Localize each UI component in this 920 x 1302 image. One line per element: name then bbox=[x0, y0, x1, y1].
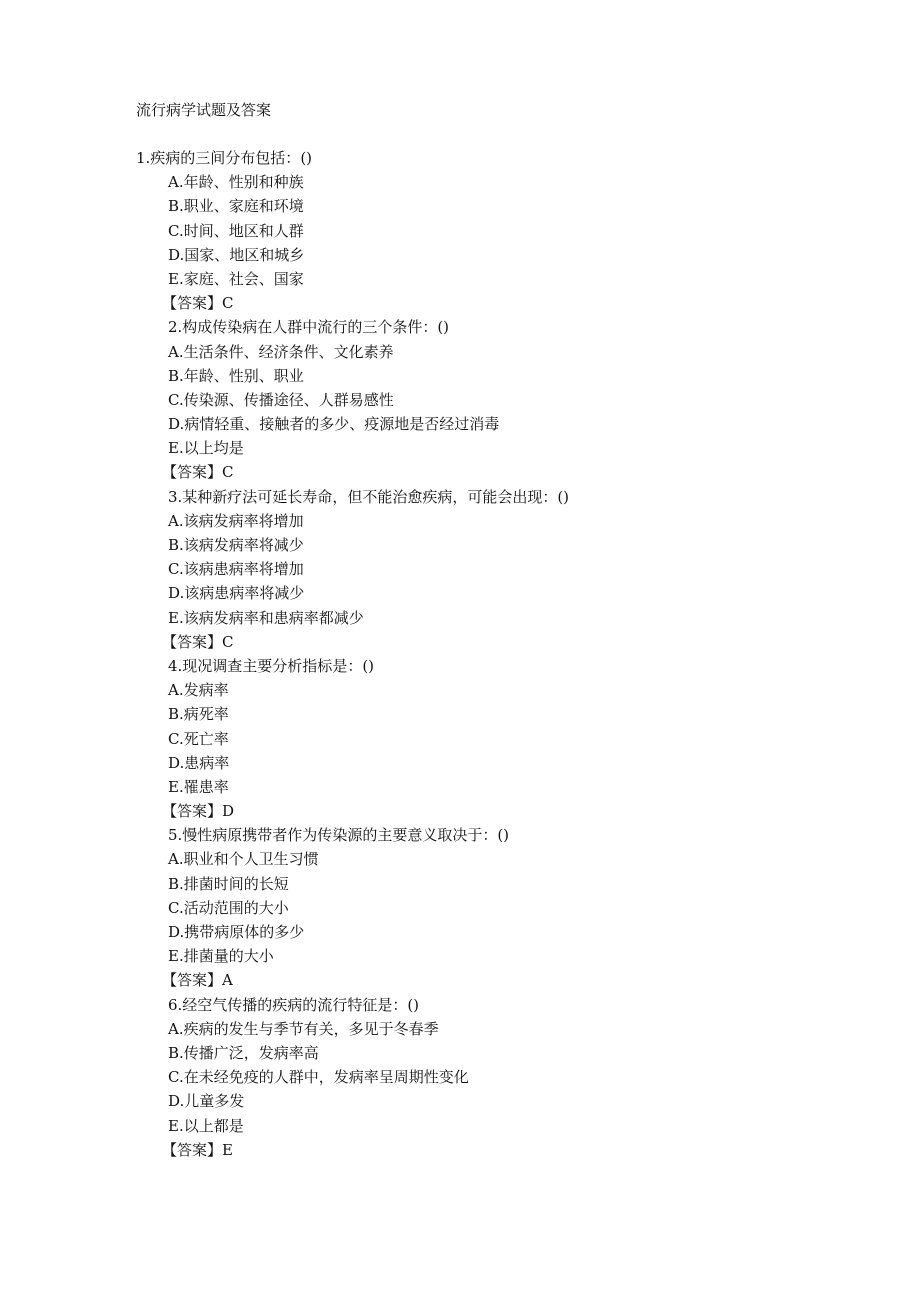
question-option: E.排菌量的大小 bbox=[168, 947, 274, 966]
question-stem: 1.疾病的三间分布包括：() bbox=[136, 149, 313, 167]
question-option: D.儿童多发 bbox=[168, 1092, 245, 1111]
question-option: E.家庭、社会、国家 bbox=[168, 269, 304, 288]
question-option: C.死亡率 bbox=[168, 729, 229, 748]
question-option: E.该病发病率和患病率都减少 bbox=[168, 608, 364, 627]
question-list bbox=[0, 146, 920, 1162]
question-option: E.以上都是 bbox=[168, 1116, 244, 1135]
question-option: D.患病率 bbox=[168, 753, 230, 772]
question-option: A.职业和个人卫生习惯 bbox=[168, 850, 319, 869]
question-option: B.年龄、性别、职业 bbox=[168, 366, 304, 385]
question-option: B.排菌时间的长短 bbox=[168, 874, 289, 893]
question-option: C.活动范围的大小 bbox=[168, 898, 289, 917]
question-option: A.发病率 bbox=[168, 681, 229, 700]
question-option: D.病情轻重、接触者的多少、疫源地是否经过消毒 bbox=[168, 415, 500, 434]
question-option: B.病死率 bbox=[168, 705, 229, 724]
question-stem: 6.经空气传播的疾病的流行特征是：() bbox=[168, 995, 420, 1014]
question-option: E.以上均是 bbox=[168, 439, 244, 458]
question-option: A.该病发病率将增加 bbox=[168, 511, 304, 530]
question-stem: 5.慢性病原携带者作为传染源的主要意义取决于：() bbox=[168, 826, 510, 845]
question-option: E.罹患率 bbox=[168, 777, 229, 796]
question-option: A.生活条件、经济条件、文化素养 bbox=[168, 342, 394, 361]
question-option: D.国家、地区和城乡 bbox=[168, 245, 305, 264]
question-option: B.该病发病率将减少 bbox=[168, 536, 304, 554]
question-option: D.该病患病率将减少 bbox=[168, 584, 305, 603]
question-answer: 【答案】D bbox=[162, 802, 235, 821]
question-stem: 3.某种新疗法可延长寿命，但不能治愈疾病，可能会出现：() bbox=[168, 487, 570, 506]
question-option: C.传染源、传播途径、人群易感性 bbox=[168, 390, 394, 409]
question-option: C.该病患病率将增加 bbox=[168, 560, 304, 579]
question-option: C.时间、地区和人群 bbox=[168, 221, 304, 240]
question-answer: 【答案】A bbox=[162, 971, 233, 990]
question-option: D.携带病原体的多少 bbox=[168, 923, 305, 941]
question-stem: 2.构成传染病在人群中流行的三个条件：() bbox=[168, 318, 450, 337]
question-answer: 【答案】C bbox=[162, 294, 234, 313]
question-stem: 4.现况调查主要分析指标是：() bbox=[168, 656, 375, 675]
document-title: 流行病学试题及答案 bbox=[136, 101, 272, 119]
question-answer: 【答案】C bbox=[162, 463, 234, 482]
question-option: B.传播广泛，发病率高 bbox=[168, 1043, 319, 1062]
question-option: B.职业、家庭和环境 bbox=[168, 197, 304, 216]
question-option: A.疾病的发生与季节有关，多见于冬春季 bbox=[168, 1019, 439, 1038]
question-answer: 【答案】E bbox=[162, 1140, 233, 1159]
question-option: A.年龄、性别和种族 bbox=[168, 173, 304, 192]
question-option: C.在未经免疫的人群中，发病率呈周期性变化 bbox=[168, 1068, 469, 1087]
question-answer: 【答案】C bbox=[162, 632, 234, 651]
